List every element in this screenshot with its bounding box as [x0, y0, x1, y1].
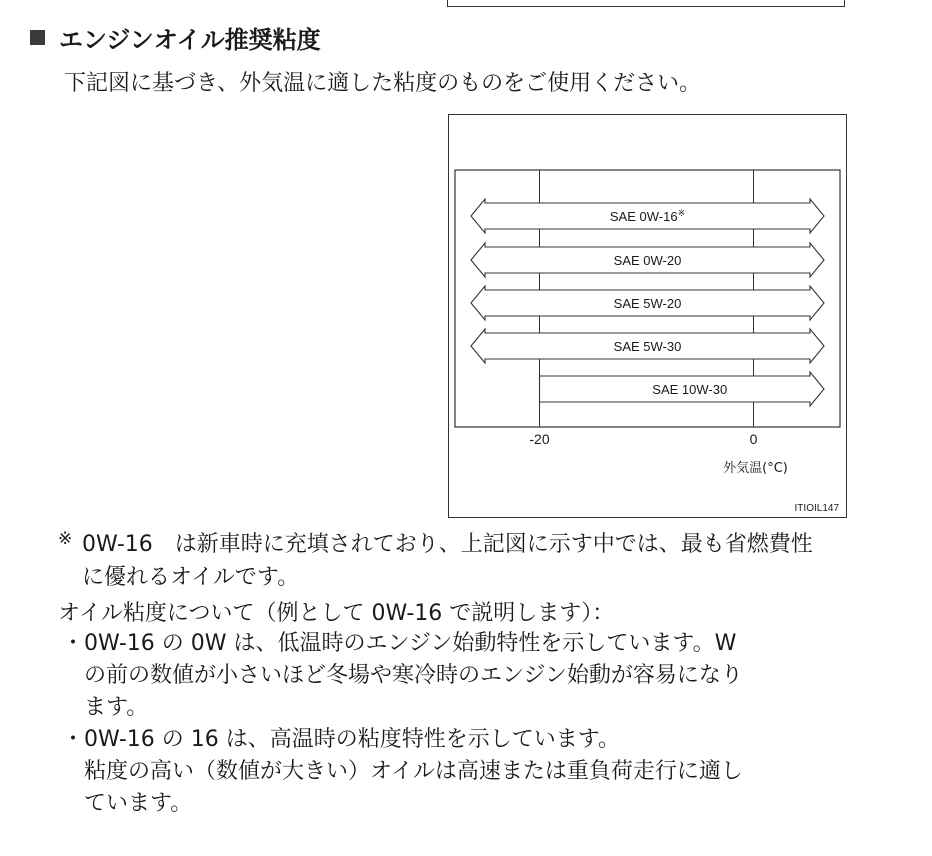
- list-item-line: ます。: [84, 695, 149, 720]
- x-axis-label: 外気温(°C): [723, 461, 788, 476]
- bar-label: SAE 0W-20: [613, 253, 682, 268]
- footnote-line: 0W-16 は新車時に充填されており、上記図に示す中では、最も省燃費性: [82, 532, 813, 557]
- bar-label: SAE 5W-20: [613, 296, 682, 311]
- bullet-dot: ・: [62, 631, 85, 656]
- section-heading: [30, 20, 321, 54]
- tick-label: 0: [749, 431, 758, 447]
- intro-text: 下記図に基づき、外気温に適した粘度のものをご使用ください。: [64, 71, 702, 96]
- figure-code: ITIOIL147: [794, 503, 839, 514]
- footnote-line: に優れるオイルです。: [82, 565, 300, 590]
- explanation-title: オイル粘度について（例として 0W-16 で説明します）：: [58, 601, 615, 626]
- tick-label: -20: [529, 431, 550, 447]
- list-item: [58, 628, 908, 724]
- viscosity-chart-svg: [449, 115, 846, 517]
- bar-label: SAE 0W-16※: [609, 208, 686, 224]
- list-item-line: の前の数値が小さいほど冬場や寒冷時のエンジン始動が容易になり: [84, 663, 743, 688]
- bar-label: SAE 10W-30: [652, 382, 728, 397]
- list-item-line: 粘度の高い（数値が大きい）オイルは高速または重負荷走行に適し: [84, 759, 743, 784]
- bar-label: SAE 5W-30: [613, 339, 682, 354]
- list-item-line: 0W-16 の 0W は、低温時のエンジン始動特性を示しています。W: [84, 631, 737, 656]
- list-item-line: 0W-16 の 16 は、高温時の粘度特性を示しています。: [84, 727, 621, 752]
- list-item: [58, 724, 908, 820]
- list-item-line: ています。: [84, 791, 193, 816]
- previous-figure-frame: [447, 0, 845, 7]
- footnote: [58, 528, 878, 594]
- bullet-dot: ・: [62, 727, 85, 752]
- square-bullet-icon: [30, 30, 45, 45]
- explanation-list: [58, 628, 908, 820]
- section-heading-text: エンジンオイル推奨粘度: [59, 25, 321, 54]
- footnote-mark: ※: [58, 529, 73, 549]
- viscosity-chart: [448, 114, 847, 518]
